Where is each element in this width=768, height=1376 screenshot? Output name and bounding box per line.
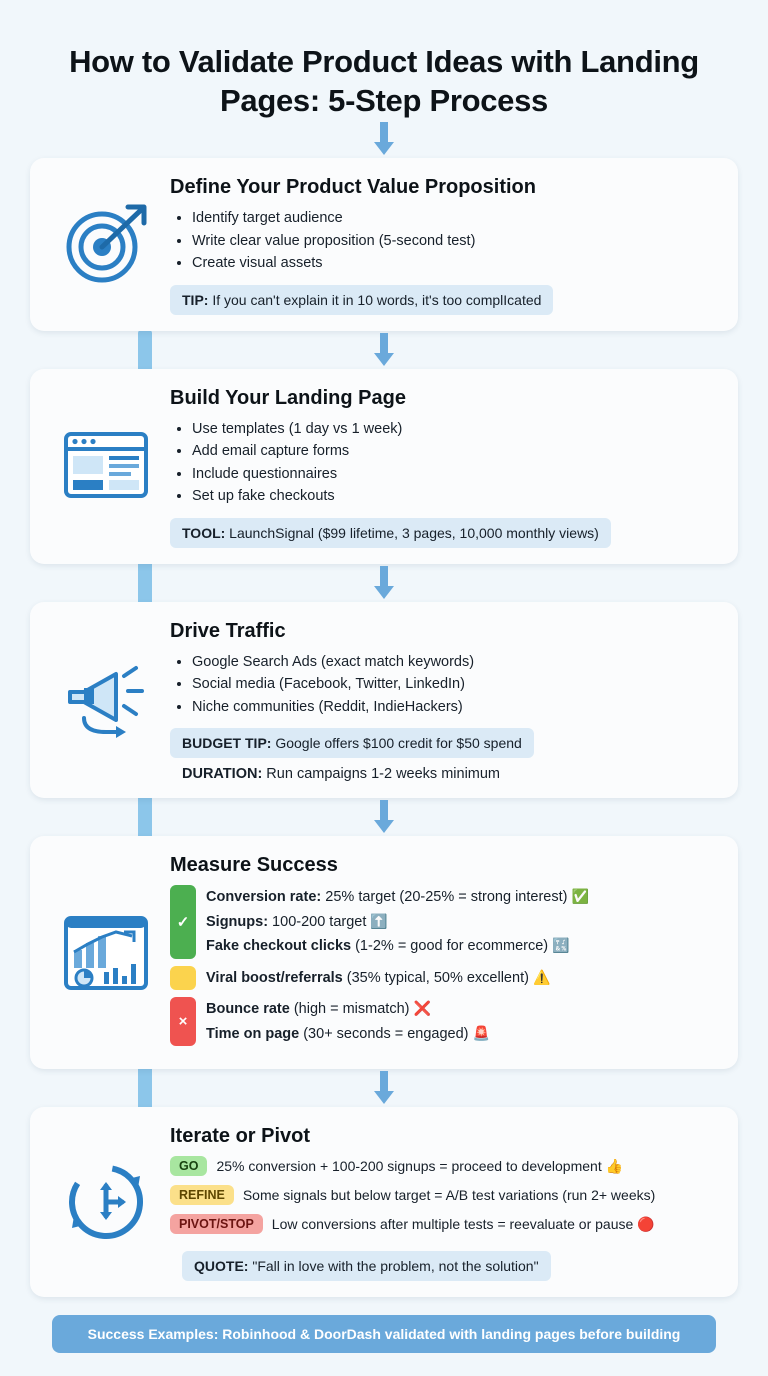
metric-group-green <box>170 885 714 958</box>
status-badge-yellow <box>170 966 196 990</box>
step-bullets-3 <box>170 651 714 718</box>
metric-label: Time on page <box>206 1025 300 1042</box>
red-circle-icon: 🔴 <box>637 1215 655 1232</box>
decision-text: 25% conversion + 100-200 signups = proceed to development <box>216 1157 606 1174</box>
flow-arrow-3 <box>28 564 740 602</box>
metric-label: Fake checkout clicks <box>206 938 352 955</box>
decision-text: Low conversions after multiple tests = reevaluate or pause <box>271 1215 638 1232</box>
footer-banner: Success Examples: Robinhood & DoorDash validated with landing pages before building <box>52 1315 716 1353</box>
tip-chip-1 <box>170 285 553 315</box>
list-item: • Write clear value proposition (5-second test) <box>192 230 714 252</box>
list-item: • Identify target audience <box>192 207 714 229</box>
chart-dashboard-icon <box>42 910 170 996</box>
decision-row-refine <box>170 1185 714 1205</box>
tool-label-2: TOOL: <box>182 524 226 541</box>
quote-chip-5 <box>182 1251 551 1281</box>
metric-line <box>206 910 714 934</box>
metric-text: (1-2% = good for ecommerce) <box>351 938 553 955</box>
list-item: • Social media (Facebook, Twitter, LinkedIn) <box>192 673 714 695</box>
step-title-2: Build Your Landing Page <box>170 386 406 409</box>
browser-window-icon <box>42 426 170 506</box>
metric-text: (30+ seconds = engaged) <box>299 1025 473 1042</box>
decision-text-refine: Some signals but below target = A/B test variations (run 2+ weeks) <box>242 1187 656 1204</box>
alert-icon: 🚨 <box>472 1024 490 1041</box>
flow-arrow-1 <box>28 120 740 158</box>
list-item: • Add email capture forms <box>192 440 714 462</box>
check-mark-icon: ✅ <box>571 888 589 905</box>
list-item: • Set up fake checkouts <box>192 485 714 507</box>
megaphone-icon <box>42 658 170 742</box>
quote-label-5: QUOTE: <box>194 1258 249 1275</box>
step-card-1[interactable] <box>30 158 738 331</box>
metric-text: (35% typical, 50% excellent) <box>342 969 533 986</box>
input-symbols-icon: 🔣 <box>552 937 570 954</box>
metric-lines-red <box>206 997 714 1046</box>
duration-line-3 <box>170 758 714 782</box>
metric-group-red <box>170 997 714 1046</box>
status-badge-pivot: PIVOT/STOP <box>170 1214 263 1234</box>
decision-row-go <box>170 1156 714 1176</box>
tool-chip-2 <box>170 518 611 548</box>
step-card-3[interactable] <box>30 602 738 799</box>
target-bullseye-icon <box>42 199 170 289</box>
status-badge-refine: REFINE <box>170 1185 234 1205</box>
budget-tip-text-3: Google offers $100 credit for $50 spend <box>271 735 522 752</box>
step-card-4[interactable] <box>30 836 738 1069</box>
decision-text-go <box>216 1158 714 1175</box>
warning-icon: ⚠️ <box>532 968 551 985</box>
metric-text: 25% target (20-25% = strong interest) <box>321 889 572 906</box>
budget-tip-label-3: BUDGET TIP: <box>182 735 272 752</box>
step-title-1: Define Your Product Value Proposition <box>170 176 536 199</box>
refresh-cycle-icon <box>42 1156 170 1248</box>
list-item: • Use templates (1 day vs 1 week) <box>192 418 714 440</box>
step-body-4 <box>170 852 718 1053</box>
metric-label: Signups: <box>206 913 269 930</box>
metric-text: 100-200 target <box>268 913 371 930</box>
tip-label-1: TIP: <box>182 291 209 308</box>
duration-label-3: DURATION: <box>182 766 263 783</box>
step-bullets-2 <box>170 418 714 508</box>
list-item: • Niche communities (Reddit, IndieHackers) <box>192 696 714 718</box>
metric-label: Bounce rate <box>206 1001 290 1018</box>
decision-text-pivot <box>272 1216 714 1233</box>
step-title-3: Drive Traffic <box>170 619 286 642</box>
list-item: • Create visual assets <box>192 252 714 274</box>
decision-row-pivot <box>170 1214 714 1234</box>
metric-lines-green <box>206 885 714 958</box>
flow-arrow-2 <box>28 331 740 369</box>
flow-arrow-4 <box>28 798 740 836</box>
step-card-2[interactable] <box>30 369 738 564</box>
status-badge-red: × <box>170 997 196 1046</box>
metric-label: Conversion rate: <box>206 889 322 906</box>
step-title-4: Measure Success <box>170 854 338 877</box>
list-item: • Include questionnaires <box>192 463 714 485</box>
cross-mark-icon: ❌ <box>413 1000 431 1017</box>
tip-text-1: If you can't explain it in 10 words, it's too complIcated <box>208 291 542 308</box>
metric-label: Viral boost/referrals <box>206 969 343 986</box>
flow-arrow-5 <box>28 1069 740 1107</box>
thumbs-up-icon: 👍 <box>605 1157 624 1174</box>
list-item: • Google Search Ads (exact match keywords) <box>192 651 714 673</box>
step-title-5: Iterate or Pivot <box>170 1125 311 1148</box>
status-badge-go: GO <box>170 1156 207 1176</box>
budget-tip-chip-3 <box>170 728 534 758</box>
tool-text-2: LaunchSignal ($99 lifetime, 3 pages, 10,000 monthly views) <box>225 524 599 541</box>
metric-line <box>206 885 714 909</box>
step-body-1 <box>170 174 718 315</box>
metric-lines-yellow <box>206 966 714 990</box>
step-card-5[interactable] <box>30 1107 738 1297</box>
duration-text-3: Run campaigns 1-2 weeks minimum <box>262 766 501 783</box>
step-body-5 <box>170 1123 718 1281</box>
status-badge-green: ✓ <box>170 885 196 958</box>
up-arrow-icon: ⬆️ <box>370 912 388 929</box>
metric-line <box>206 966 714 990</box>
page-title: How to Validate Product Ideas with Landing Pages: 5-Step Process <box>69 44 699 119</box>
metric-line <box>206 997 714 1021</box>
metric-text: (high = mismatch) <box>289 1001 414 1018</box>
metric-line <box>206 1022 714 1046</box>
quote-text-5: "Fall in love with the problem, not the solution" <box>248 1258 539 1275</box>
step-bullets-1 <box>170 207 714 274</box>
metric-line <box>206 934 714 958</box>
metric-group-yellow <box>170 966 714 990</box>
step-body-2 <box>170 385 718 548</box>
step-body-3 <box>170 618 718 783</box>
